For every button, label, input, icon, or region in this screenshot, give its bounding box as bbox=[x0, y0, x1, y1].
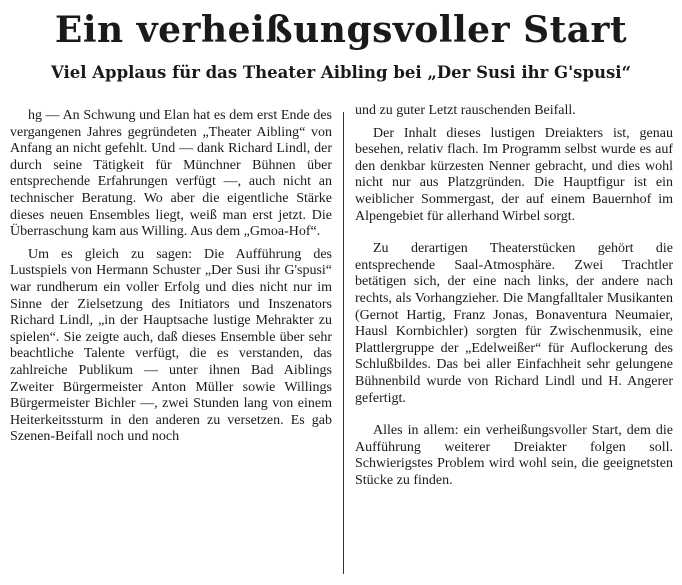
article-column-right bbox=[355, 103, 673, 489]
article-subheadline: Viel Applaus für das Theater Aibling bei „Der Susi ihr G'spusi“ bbox=[50, 63, 632, 82]
paragraph: hg — An Schwung und Elan hat es dem erst Ende des vergangenen Jahres gegründeten „Theater Aibling“ von Anfang an nicht gefehlt. Und — dank Richard Lindl, der durch seine Tätigkeit für Münchner Bühnen über entsprechende Erfahrungen verfügt —, auch nicht an technischer Beratung. Wo aber die eigentliche Stärke dieses neuen Ensembles liegt, weiß man erst jetzt. Die Überraschung kam aus Willing. Aus dem „Gmoa-Hof“. bbox=[10, 108, 332, 240]
column-divider bbox=[343, 112, 344, 574]
paragraph: Der Inhalt dieses lustigen Dreiakters ist, genau besehen, relativ flach. Im Programm selbst wurde es auf den denkbar kürzesten Nenner gebracht, und dies wohl nicht nur aus Platzgründen. Die Hauptfigur ist ein weiblicher Sommergast, der auf einem Bauernhof im Alpengebiet für allerhand Wirbel sorgt. bbox=[355, 125, 673, 224]
paragraph: Alles in allem: ein verheißungsvoller Start, dem die Aufführung weiterer Dreiakter folgen soll. Schwierigstes Problem wird wohl sein, die geeignetsten Stücke zu finden. bbox=[355, 423, 673, 488]
paragraph: und zu guter Letzt rauschenden Beifall. bbox=[355, 103, 576, 118]
article-headline: Ein verheißungsvoller Start bbox=[54, 9, 628, 51]
article-column-left bbox=[10, 108, 332, 446]
paragraph: Zu derartigen Theaterstücken gehört die entsprechende Saal-Atmosphäre. Zwei Trachtler betätigen sich, der eine nach links, der andere nach rechts, als Vorhangzieher. Die Mangfalltaler Musikanten (Gernot Hartig, Franz Jonas, Bonaventura Neumaier, Hausl Kornbichler) sorgten für Zwischenmusik, eine Plattlergruppe der „Edelweißer“ für Auflockerung des Schlußbildes. Das bei aller Einfachheit sehr gelungene Bühnenbild wurde von Richard Lindl und H. Angerer gefertigt. bbox=[355, 241, 673, 406]
paragraph: Um es gleich zu sagen: Die Aufführung des Lustspiels von Hermann Schuster „Der Susi ihr G'spusi“ war rundherum ein voller Erfolg und dies nicht nur im Sinne der Zielsetzung des Initiators und Inszenators Richard Lindl, „in der Hauptsache lustige Mehrakter zu spielen“. Sie zeigte auch, daß dieses Ensemble über sehr beachtliche Talente verfügt, die es verstanden, das zahlreiche Publikum — unter ihnen Bad Aiblings Zweiter Bürgermeister Anton Müller sowie Willings Bürgermeister Bichler —, zwei Stunden lang von einem Heiterkeitssturm in den anderen zu versetzen. Es gab Szenen-Beifall noch und noch bbox=[10, 246, 332, 445]
